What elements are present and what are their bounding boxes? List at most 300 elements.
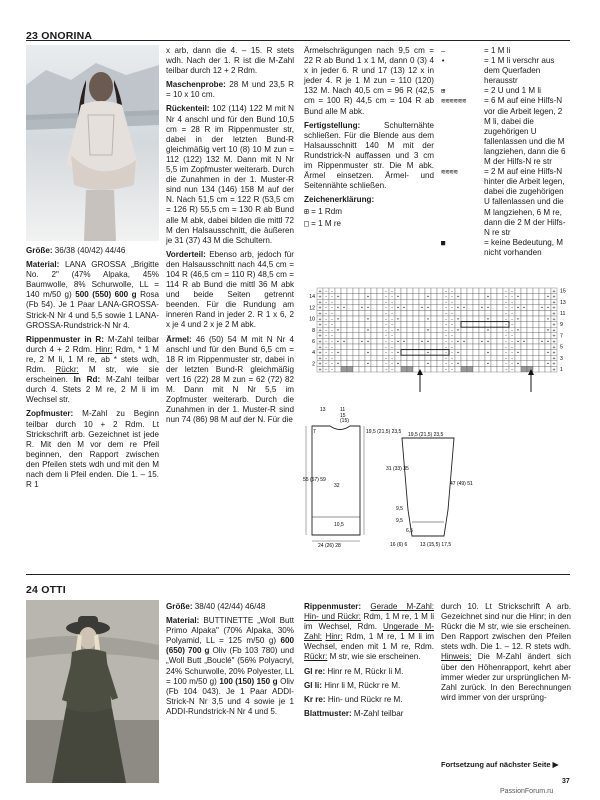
chart-symbol: –: [330, 294, 334, 299]
label-hin-rueckr: Hin- und Rückr:: [304, 612, 361, 622]
chart-symbol: +: [552, 344, 556, 350]
label-kr-re: Kr re:: [304, 694, 326, 704]
chart-cell: [365, 322, 371, 328]
chart-cell: [491, 288, 497, 294]
chart-row-label: 12: [309, 305, 315, 312]
chart-symbol: •: [546, 327, 550, 333]
chart-cell: [527, 316, 533, 322]
chart-cell: [401, 361, 407, 367]
chart-cell: [461, 288, 467, 294]
chart-cell: [491, 294, 497, 300]
chart-symbol: •: [540, 338, 544, 344]
chart-symbol: •: [456, 316, 460, 322]
chart-cell: [485, 333, 491, 339]
chart-symbol: +: [318, 350, 322, 355]
chart-cell: [479, 327, 485, 333]
chart-cell: [413, 310, 419, 316]
chart-symbol: –: [324, 288, 328, 294]
chart-symbol: –: [450, 316, 454, 322]
legend-item: ⊞ = 2 U und 1 M li: [441, 86, 541, 96]
chart-symbol: –: [450, 327, 454, 333]
chart-symbol: –: [450, 333, 454, 339]
chart-cell: [401, 322, 407, 328]
chart-cell: [431, 344, 437, 350]
chart-cell: [521, 316, 527, 322]
chart-cell: [527, 299, 533, 305]
chart-cell: [497, 355, 503, 361]
chart-cell: [371, 288, 377, 294]
chart-cell: [377, 355, 383, 361]
chart-cell: [545, 355, 551, 361]
chart-cell: [359, 322, 365, 328]
chart-symbol: +: [318, 327, 322, 333]
groesse-value: 36/38 (40/42) 44/46: [54, 246, 126, 255]
chart-cell: [485, 310, 491, 316]
chart-symbol: –: [384, 350, 388, 355]
label-zopf: Zopfmuster:: [26, 409, 74, 419]
chart-cell: [497, 350, 503, 356]
chart-symbol: –: [384, 294, 388, 299]
sch-b-bottom-b: 13 (15,5) 17,5: [420, 542, 452, 548]
page-number: 37: [562, 778, 570, 785]
chart-symbol: •: [456, 350, 460, 355]
chart-symbol: –: [450, 350, 454, 355]
chart-cell: [347, 344, 353, 350]
chart-symbol: –: [510, 316, 514, 322]
chart-cell: [521, 344, 527, 350]
col3-text: durch 10. Lt Strickschrift A arb. Gezeichnet sind nur die Hinr; in den Rückr die M str, wie sie erscheinen. Den Rapport zwischen den Pfeilen stets wdh. Die 1. – 12. R stets wdh.: [441, 602, 571, 652]
chart-cell: [431, 361, 437, 367]
chart-symbol: –: [504, 299, 508, 305]
chart-symbol: +: [552, 350, 556, 355]
chart-symbol: •: [456, 338, 460, 344]
chart-symbol: –: [504, 333, 508, 339]
chart-cell: [395, 310, 401, 316]
chart-cell: [353, 333, 359, 339]
chart-cell: [365, 366, 371, 372]
chart-cell: [353, 316, 359, 322]
sch-a-width: 19,5 (21,5) 23,5: [366, 429, 402, 435]
chart-symbol: •: [402, 338, 406, 344]
sch-b-bottom-a: 16 (6) 6: [390, 542, 408, 548]
chart-symbol: •: [366, 294, 370, 299]
chart-symbol: +: [318, 361, 322, 367]
chart-cell: [377, 316, 383, 322]
chart-cell: [395, 355, 401, 361]
chart-cell: [341, 322, 347, 328]
chart-cell: [407, 322, 413, 328]
chart-cell: [533, 305, 539, 311]
chart-cell: [521, 327, 527, 333]
chart-cell: [401, 350, 407, 356]
chart-cell: [467, 288, 473, 294]
material-amount: 500 (550) 600 g: [75, 290, 137, 300]
chart-cell: [401, 310, 407, 316]
label-rueckr: Rückr:: [55, 365, 79, 375]
chart-symbol: +: [552, 305, 556, 311]
chart-symbol: •: [486, 338, 490, 344]
label-groesse: Größe:: [26, 246, 53, 255]
chart-cell: [371, 299, 377, 305]
chart-symbol: –: [324, 361, 328, 367]
chart-cell: [359, 333, 365, 339]
chart-cell: [353, 355, 359, 361]
chart-cell: [419, 361, 425, 367]
chart-cell: [515, 288, 521, 294]
sch-b-top: 19,5 (21,5) 23,5: [408, 432, 444, 438]
chart-cell: [533, 350, 539, 356]
chart-cell: [455, 299, 461, 305]
chart-symbol: –: [450, 322, 454, 327]
chart-cell: [497, 316, 503, 322]
sch-b-95a: 9,5: [396, 506, 403, 512]
chart-symbol: –: [444, 305, 448, 311]
chart-symbol: •: [366, 316, 370, 322]
chart-symbol: +: [552, 310, 556, 316]
label-rippenmuster: Rippenmuster:: [304, 602, 362, 611]
chart-symbol: –: [510, 310, 514, 316]
chart-symbol: –: [324, 294, 328, 299]
onorina-col2: [166, 46, 294, 429]
chart-symbol: •: [336, 338, 340, 344]
chart-symbol: –: [324, 322, 328, 327]
chart-symbol: +: [552, 294, 556, 299]
sch-a-height: 55 (57) 59: [303, 477, 326, 483]
chart-cell: [341, 299, 347, 305]
chart-symbol: –: [444, 310, 448, 316]
chart-symbol: •: [456, 305, 460, 311]
chart-symbol: –: [450, 355, 454, 361]
chart-symbol: –: [390, 366, 394, 372]
chart-symbol: –: [510, 350, 514, 355]
chart-cell: [473, 361, 479, 367]
chart-cell: [413, 322, 419, 328]
aermel-text: 46 (50) 54 M mit N Nr 4 anschl und für den Bund 6,5 cm = 18 R im Rippenmuster str, dabei in der letzten Bund-R gleichmäßig vert 16 (22) 28 M zun = 62 (72) 82 M. Dann mit N Nr 5,5 im Zopfmuster weiterarb. Durch die Zunahmen in der 1. Muster-R sind nun 74 (86) 98 M auf der N. Für die: [166, 334, 295, 425]
chart-cell: [341, 350, 347, 356]
chart-symbol: –: [324, 333, 328, 339]
chart-cell: [347, 294, 353, 300]
chart-symbol: •: [336, 327, 340, 333]
chart-cell: [539, 299, 545, 305]
chart-symbol: •: [546, 294, 550, 299]
legend-list: [441, 46, 571, 258]
chart-symbol: •: [462, 338, 466, 344]
col2-intro: x arb, dann die 4. – 15. R stets wdh. Nach der 1. R ist die M-Zahl teilbar durch 12 + 2 Rdm.: [166, 46, 294, 76]
label-rueck2: Rückr:: [304, 652, 328, 662]
chart-cell: [467, 366, 473, 372]
chart-symbol: •: [420, 305, 424, 311]
chart-symbol: –: [444, 288, 448, 294]
chart-cell: [407, 355, 413, 361]
chart-cell: [419, 333, 425, 339]
chart-symbol: •: [486, 305, 490, 311]
chart-cell: [359, 361, 365, 367]
chart-symbol: •: [462, 305, 466, 311]
chart-cell: [347, 299, 353, 305]
chart-symbol: –: [330, 344, 334, 350]
chart-cell: [407, 350, 413, 356]
chart-cell: [347, 327, 353, 333]
fertigstellung-text: Schulternähte schließen. Für die Blende aus dem Halsausschnitt 140 M mit der Rundstrick-N auffassen und 3 cm im Rippenmuster str. Die M abk. Ärmel einsetzen. Ärmel- und Seitennähte schließen.: [304, 120, 434, 191]
chart-symbol: •: [396, 338, 400, 344]
rd-text: M-Zahl teilbar durch 4. Stets 2 M re, 2 M li im Wechsel str.: [26, 375, 159, 405]
chart-symbol: –: [390, 310, 394, 316]
label-fertigstellung: Fertigstellung:: [304, 120, 361, 130]
chart-cell: [431, 350, 437, 356]
chart-symbol: –: [330, 361, 334, 367]
chart-cell: [467, 344, 473, 350]
chart-cell: [407, 316, 413, 322]
chart-cell: [479, 294, 485, 300]
chart-cell: [371, 305, 377, 311]
chart-symbol: •: [546, 305, 550, 311]
chart-cell: [431, 322, 437, 328]
chart-cell: [461, 361, 467, 367]
chart-cell: [545, 288, 551, 294]
chart-cell: [335, 366, 341, 372]
chart-symbol: +: [318, 333, 322, 339]
chart-symbol: –: [444, 361, 448, 367]
chart-cell: [539, 294, 545, 300]
chart-symbol: –: [510, 327, 514, 333]
chart-cell: [473, 310, 479, 316]
chart-cell: [545, 322, 551, 328]
chart-cell: [371, 327, 377, 333]
chart-symbol: •: [546, 316, 550, 322]
chart-cell: [359, 344, 365, 350]
chart-symbol: –: [390, 350, 394, 355]
chart-symbol: •: [456, 361, 460, 367]
chart-cell: [377, 344, 383, 350]
chart-symbol: –: [384, 355, 388, 361]
chart-symbol: –: [390, 355, 394, 361]
chart-cell: [425, 322, 431, 328]
model-photo-otti: [26, 600, 159, 783]
chart-symbol: –: [450, 305, 454, 311]
chart-cell: [347, 366, 353, 372]
chart-cell: [491, 310, 497, 316]
legend-item: ■ = keine Bedeutung, M nicht vorhanden: [441, 237, 563, 257]
sch-b-65: 6,5: [406, 528, 413, 534]
chart-cell: [461, 344, 467, 350]
vorderteil-text: Ebenso arb, jedoch für den Halsausschnitt nach 44,5 cm = 104 R (46,5 cm = 110 R) 48,5 cm = 114 R ab Bund die mittl 36 M abk und beide Seiten getrennt beenden. Für die Rundung am inneren Rand in jeder 2. R 1 x 6, 2 x je 4 und 2 x je 2 M abk.: [166, 249, 294, 330]
chart-symbol: +: [552, 338, 556, 344]
chart-cell: [395, 322, 401, 328]
chart-cell: [467, 299, 473, 305]
chart-cell: [419, 344, 425, 350]
chart-cell: [527, 310, 533, 316]
watermark: PassionForum.ru: [500, 788, 554, 795]
chart-cell: [521, 361, 527, 367]
chart-cell: [341, 361, 347, 367]
sch-a-13: 13: [320, 407, 326, 413]
chart-symbol: –: [504, 327, 508, 333]
chart-cell: [419, 322, 425, 328]
legend-symbol: ■: [441, 238, 446, 247]
groesse-value: 38/40 (42/44) 46/48: [194, 602, 266, 611]
chart-symbol: –: [384, 344, 388, 350]
sch-a-7: 7: [313, 429, 316, 435]
chart-symbol: •: [516, 327, 520, 333]
section-title: 23 ONORINA: [26, 30, 93, 42]
chart-cell: [341, 327, 347, 333]
chart-cell: [521, 322, 527, 328]
chart-cell: [341, 294, 347, 300]
chart-cell: [515, 333, 521, 339]
chart-symbol: +: [318, 322, 322, 327]
chart-cell: [371, 344, 377, 350]
label-hinr2: Hinr:: [325, 632, 343, 642]
hinr-text: Rdm, 1 M re, 1 M li im Wechsel, Rdm.: [304, 612, 435, 632]
chart-cell: [401, 366, 407, 372]
onorina-col1: [26, 246, 159, 494]
chart-cell: [353, 310, 359, 316]
chart-cell: [335, 299, 341, 305]
chart-cell: [377, 322, 383, 328]
chart-cell: [533, 299, 539, 305]
chart-symbol: –: [450, 288, 454, 294]
chart-symbol: –: [324, 316, 328, 322]
chart-arrows: [417, 366, 534, 392]
label-material: Material:: [26, 260, 60, 270]
label-vorderteil: Vorderteil:: [166, 249, 206, 259]
chart-cell: [407, 344, 413, 350]
chart-cell: [473, 316, 479, 322]
chart-symbol: –: [444, 350, 448, 355]
header-rule: [26, 40, 570, 41]
chart-cell: [539, 288, 545, 294]
chart-cell: [365, 288, 371, 294]
chart-cell: [401, 355, 407, 361]
chart-cell: [401, 327, 407, 333]
chart-cell: [521, 333, 527, 339]
chart-cell: [527, 288, 533, 294]
chart-symbol: •: [336, 350, 340, 355]
chart-cell: [419, 310, 425, 316]
sch-a-15b: (15): [340, 418, 349, 424]
legend-symbol: ≋≋≋≋: [441, 168, 458, 177]
chart-cell: [545, 333, 551, 339]
chart-cell: [407, 333, 413, 339]
chart-cell: [497, 299, 503, 305]
label-rueckenteil: Rückenteil:: [166, 104, 210, 114]
chart-cell: [371, 333, 377, 339]
chart-cell: [377, 310, 383, 316]
chart-cell: [479, 316, 485, 322]
chart-cell: [431, 305, 437, 311]
chart-cell: [401, 294, 407, 300]
chart-cell: [335, 355, 341, 361]
chart-cell: [419, 355, 425, 361]
chart-cell: [347, 316, 353, 322]
chart-cell: [407, 310, 413, 316]
chart-cell: [467, 310, 473, 316]
chart-cell: [407, 288, 413, 294]
chart-symbol: –: [444, 355, 448, 361]
chart-cell: [485, 299, 491, 305]
chart-cell: [479, 355, 485, 361]
chart-cell: [533, 322, 539, 328]
chart-cell: [527, 355, 533, 361]
sch-b-right: 47 (49) 51: [450, 481, 473, 487]
chart-cell: [515, 355, 521, 361]
chart-cell: [371, 355, 377, 361]
chart-symbol: –: [390, 333, 394, 339]
chart-cell: [467, 333, 473, 339]
chart-symbol: –: [504, 294, 508, 299]
chart-cell: [413, 333, 419, 339]
chart-symbol: –: [390, 316, 394, 322]
schematic-sleeve-outline: [402, 438, 454, 536]
chart-symbol: –: [324, 366, 328, 372]
chart-cell: [341, 333, 347, 339]
chart-cell: [437, 288, 443, 294]
chart-cell: [419, 316, 425, 322]
chart-cell: [425, 333, 431, 339]
chart-cell: [371, 310, 377, 316]
chart-symbol: •: [486, 294, 490, 299]
chart-symbol: +: [318, 355, 322, 361]
chart-symbol: •: [546, 361, 550, 367]
label-aermel: Ärmel:: [166, 334, 192, 344]
chart-symbol: •: [426, 338, 430, 344]
chart-cell: [347, 350, 353, 356]
chart-cell: [533, 344, 539, 350]
chart-cell: [401, 344, 407, 350]
chart-cell: [521, 299, 527, 305]
chart-cell: [431, 333, 437, 339]
label-maschenprobe: Maschenprobe:: [166, 80, 226, 90]
chart-cell: [467, 338, 473, 344]
chart-cell: [413, 305, 419, 311]
label-ungerade: Ungerade M-Zahl:: [304, 622, 434, 642]
chart-cell: [353, 294, 359, 300]
chart-row-label: 13: [560, 299, 566, 306]
chart-symbol: +: [318, 344, 322, 350]
chart-cell: [533, 288, 539, 294]
chart-cell: [437, 350, 443, 356]
chart-cell: [461, 322, 467, 328]
chart-cell: [467, 361, 473, 367]
chart-cell: [497, 338, 503, 344]
chart-cell: [335, 333, 341, 339]
chart-symbol: –: [504, 322, 508, 327]
chart-cell: [527, 322, 533, 328]
chart-cell: [539, 327, 545, 333]
chart-row-label: 11: [560, 311, 566, 317]
chart-cell: [485, 366, 491, 372]
continuation-link[interactable]: Fortsetzung auf nächster Seite ▶: [441, 760, 559, 769]
chart-cell: [371, 294, 377, 300]
legend-m-re: □ = 1 M re: [304, 217, 342, 228]
chart-symbol: –: [504, 350, 508, 355]
chart-symbol: –: [330, 305, 334, 311]
chart-cell: [491, 327, 497, 333]
chart-cell: [395, 299, 401, 305]
chart-cell: [497, 310, 503, 316]
chart-cell: [539, 310, 545, 316]
chart-cell: [407, 361, 413, 367]
chart-cell: [473, 355, 479, 361]
chart-symbol: –: [324, 310, 328, 316]
chart-symbol: –: [450, 299, 454, 305]
legend-symbol: ⊞: [441, 87, 446, 96]
chart-cell: [479, 322, 485, 328]
chart-cell: [359, 366, 365, 372]
chart-cell: [515, 310, 521, 316]
section-header-otti: [26, 580, 570, 596]
chart-symbol: •: [336, 361, 340, 367]
